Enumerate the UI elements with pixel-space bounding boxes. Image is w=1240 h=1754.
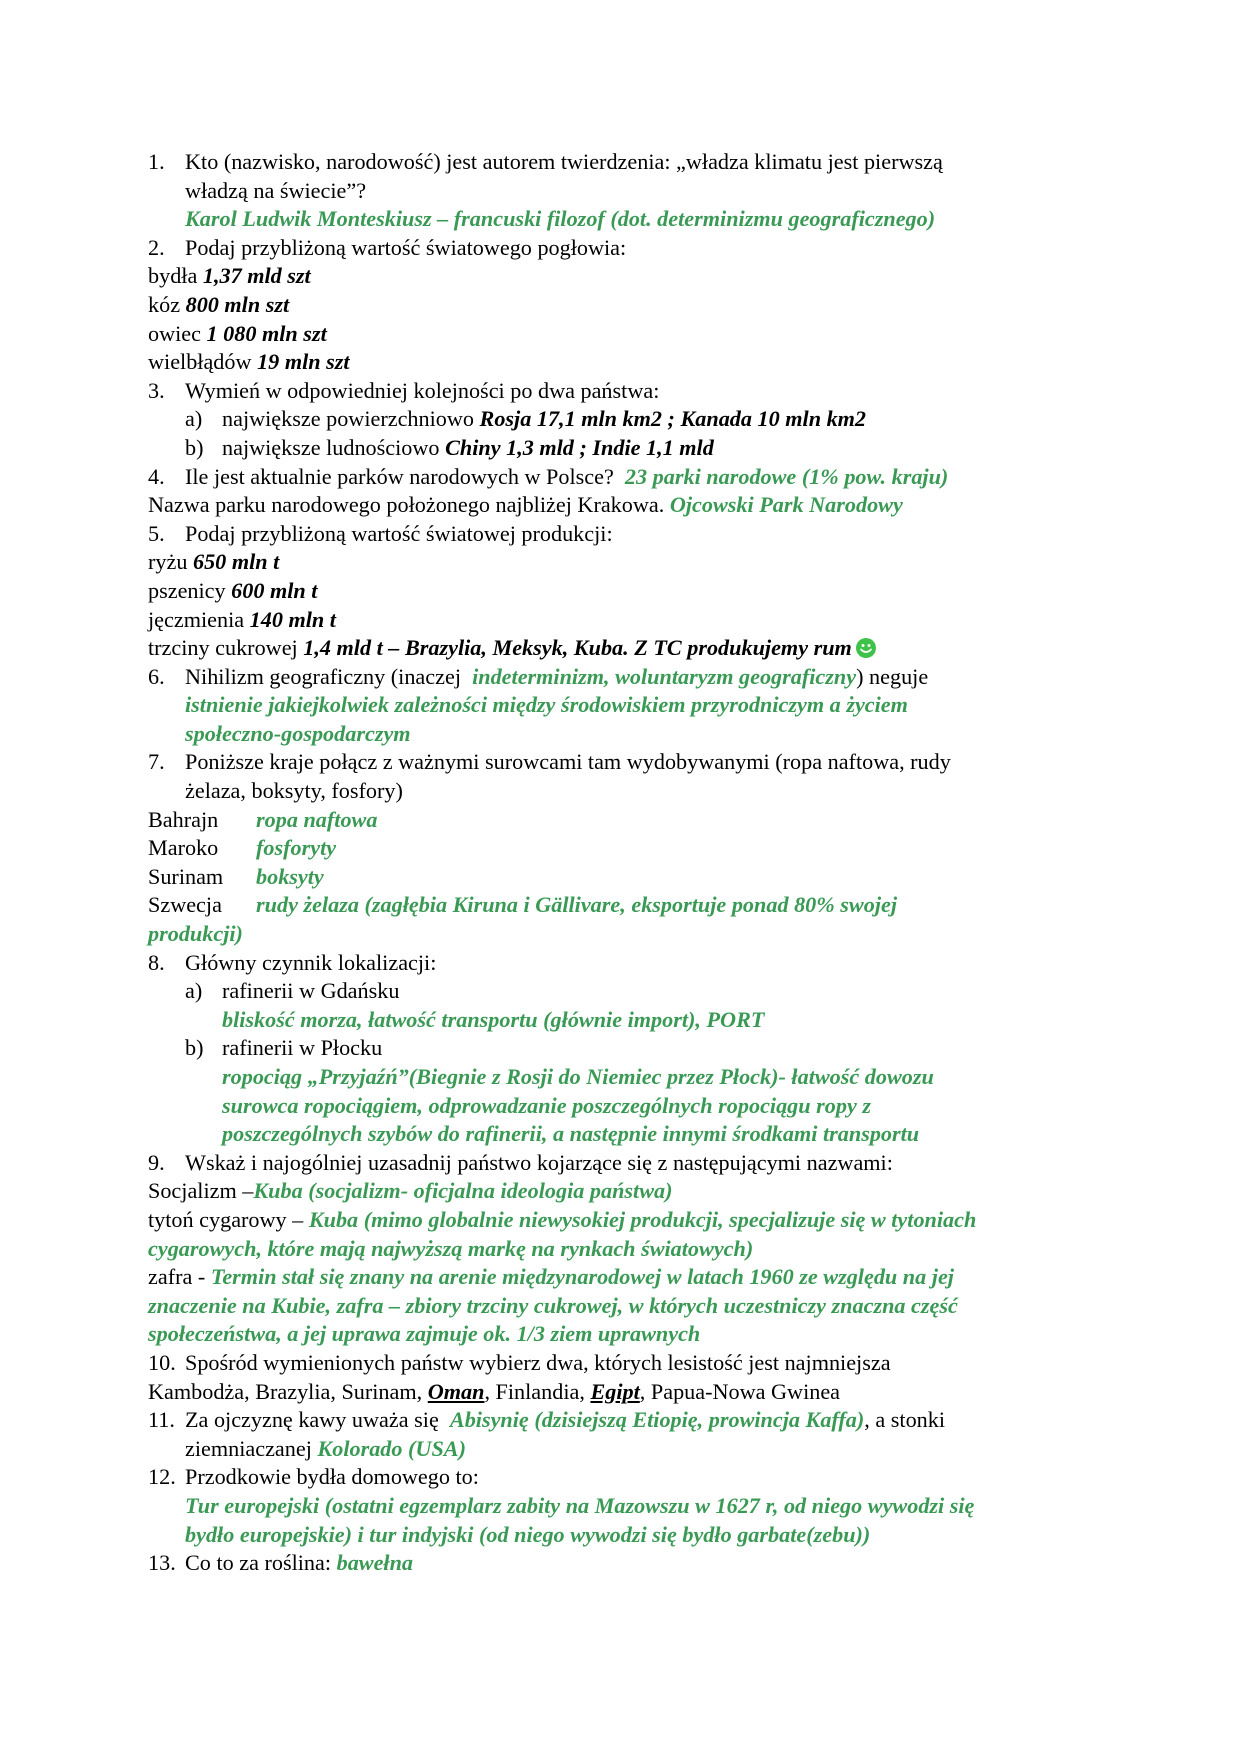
question-9: 9. Wskaż i najogólniej uzasadnij państwo kojarzące się z następującymi nazwami: <box>148 1149 893 1175</box>
sub-item: a) największe powierzchniowo Rosja 17,1 mln km2 ; Kanada 10 mln km2 <box>185 406 867 432</box>
list-item: Surinam boksyty <box>148 863 324 889</box>
list-item: pszenicy 600 mln t <box>148 577 318 603</box>
answer-1: Karol Ludwik Monteskiusz – francuski filozof (dot. determinizmu geograficznego) <box>185 206 936 232</box>
list-item: wielbłądów 19 mln szt <box>148 349 350 375</box>
question-2: 2. Podaj przybliżoną wartość światowego pogłowia: <box>148 234 627 260</box>
question-4: 4. Ile jest aktualnie parków narodowych w Polsce? 23 parki narodowe (1% pow. kraju) <box>148 463 949 489</box>
question-5: 5. Podaj przybliżoną wartość światowej produkcji: <box>148 520 613 546</box>
question-13: 13. Co to za roślina: bawełna <box>148 1550 414 1576</box>
question-7: 7. Poniższe kraje połącz z ważnymi surowcami tam wydobywanymi (ropa naftowa, rudy <box>148 749 951 775</box>
list-item: trzciny cukrowej 1,4 mld t – Brazylia, Meksyk, Kuba. Z TC produkujemy rum <box>148 634 1098 663</box>
question-6: 6. Nihilizm geograficzny (inaczej indeterminizm, woluntaryzm geograficzny) neguje <box>148 663 929 689</box>
list-item: owiec 1 080 mln szt <box>148 320 327 346</box>
list-item: Bahrajn ropa naftowa <box>148 806 378 832</box>
sub-item: b) rafinerii w Płocku <box>185 1035 383 1061</box>
list-item: bydła 1,37 mld szt <box>148 263 311 289</box>
sub-item: a) rafinerii w Gdańsku <box>185 978 400 1004</box>
question-10: 10. Spośród wymienionych państw wybierz dwa, których lesistość jest najmniejsza <box>148 1349 891 1375</box>
document-page: 1. Kto (nazwisko, narodowość) jest autorem twierdzenia: „władza klimatu jest pierwszą władzą na świecie”? Karol Ludwik Monteskiusz – francuski filozof (dot. determinizmu geograficznego) 2. Podaj przybliżoną wartość światowego pogłowia: bydła 1,37 mld szt kóz 800 mln szt owiec 1 080 mln szt wielbłądów 19 mln szt 3. Wymień w odpowiedniej kolejności po dwa państwa: a) największe powierzchniowo Rosja 17,1 mln km2 ; Kanada 10 mln km2 b) największe ludnościowo Chiny 1,3 mld ; Indie 1,1 mld 4. Ile jest aktualnie parków narodowych w Polsce? 23 parki narodowe (1% pow. kraju) Nazwa parku narodowego położonego najbliżej Krakowa. Ojcowski Park Narodowy 5. Podaj przybliżoną wartość światowej produkcji: ryżu 650 mln t pszenicy 600 mln t jęczmienia 140 mln t trzciny cukrowej 1,4 mld t – Brazylia, Meksyk, Kuba. Z TC produkujemy rum 6. Nihilizm geograficzny (inaczej indeterminizm, woluntaryzm geograficzny) neguje istnienie jakiejkolwiek zależności między środowiskiem przyrodniczym a życiem społeczno-gospodarczym 7. Poniższe kraje połącz z ważnymi surowcami tam wydobywanymi (ropa naftowa, rudy żelaza, boksyty, fosfory) Bahrajn ropa naftowa Maroko fosforyty Surinam boksyty Szwecja rudy żelaza (zagłębia Kiruna i Gällivare, eksportuje ponad 80% swojej produkcji) 8. Główny czynnik lokalizacji: a) rafinerii w Gdańsku bliskość morza, łatwość transportu (głównie import), PORT b) rafinerii w Płocku ropociąg „Przyjaźń”(Biegnie z Rosji do Niemiec przez Płock)- łatwość dowozu surowca ropociągiem, odprowadzanie poszczególnych ropociągu ropy z poszczególnych szybów do rafinerii, a następnie innymi środkami transportu 9. Wskaż i najogólniej uzasadnij państwo kojarzące się z następującymi nazwami: Socjalizm –Kuba (socjalizm- oficjalna ideologia państwa) tytoń cygarowy – Kuba (mimo globalnie niewysokiej produkcji, specjalizuje się w tytoniach cygarowych, które mają najwyższą markę na rynkach światowych) zafra - Termin stał się znany na arenie międzynarodowej w latach 1960 ze względu na jej znaczenie na Kubie, zafra – zbiory trzciny cukrowej, w których uczestniczy znaczna część społeczeństwa, a jej uprawa zajmuje ok. 1/3 ziem uprawnych 10. Spośród wymienionych państw wybierz dwa, których lesistość jest najmniejsza Kambodża, Brazylia, Surinam, Oman, Finlandia, Egipt, Papua-Nowa Gwinea 11. Za ojczyznę kawy uważa się Abisynię (dzisiejszą Etiopię, prowincja Kaffa), a stonki ziemniaczanej Kolorado (USA) 12. Przodkowie bydła domowego to: Tur europejski (ostatni egzemplarz zabity na Mazowszu w 1627 r, od niego wywodzi się bydło europejskie) i tur indyjski (od niego wywodzi się bydło garbate(zebu)) 13. Co to za roślina: bawełna <box>148 148 1098 1578</box>
question-8: 8. Główny czynnik lokalizacji: <box>148 949 437 975</box>
list-item: Maroko fosforyty <box>148 835 337 861</box>
question-12: 12. Przodkowie bydła domowego to: <box>148 1464 479 1490</box>
list-item: Szwecja rudy żelaza (zagłębia Kiruna i Gällivare, eksportuje ponad 80% swojej <box>148 892 897 918</box>
question-1: 1. Kto (nazwisko, narodowość) jest autorem twierdzenia: „władza klimatu jest pierwszą <box>148 149 943 174</box>
smiley-icon <box>856 638 876 658</box>
list-item: ryżu 650 mln t <box>148 549 280 575</box>
list-item: kóz 800 mln szt <box>148 291 290 317</box>
question-3: 3. Wymień w odpowiedniej kolejności po dwa państwa: <box>148 377 660 403</box>
list-item: jęczmienia 140 mln t <box>148 606 336 632</box>
sub-item: b) największe ludnościowo Chiny 1,3 mld ; Indie 1,1 mld <box>185 434 714 460</box>
question-11: 11. Za ojczyznę kawy uważa się Abisynię (dzisiejszą Etiopię, prowincja Kaffa), a stonki <box>148 1407 946 1433</box>
